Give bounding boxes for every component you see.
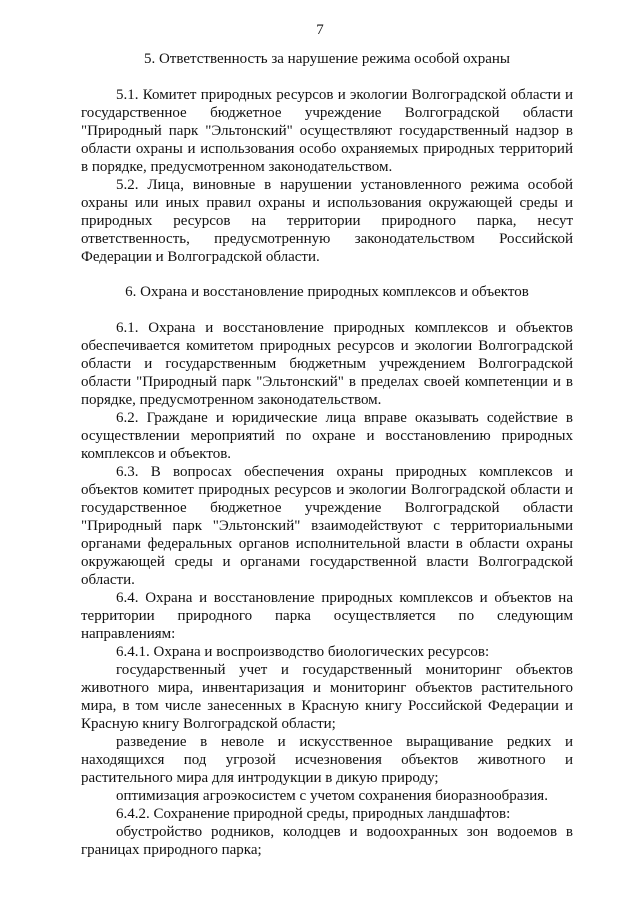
paragraph: 6.4.1. Охрана и воспроизводство биологических ресурсов: bbox=[116, 644, 490, 660]
paragraph: 5.1. Комитет природных ресурсов и экологии Волгоградской области и государственное бюджетное учреждение Волгоградской области "Природный парк "Эльтонский" осуществляют государственный надзор в области охраны и использования особо охраняемых природных территорий в порядке, предусмотренном законодательством. bbox=[81, 87, 573, 175]
paragraph: 6.3. В вопросах обеспечения охраны природных комплексов и объектов комитет природных ресурсов и экологии Волгоградской области и государственное бюджетное учреждение Волгоградской области "Природный парк "Эльтонский" взаимодействуют с территориальными органами федеральных органов исполнительной власти в области охраны окружающей среды и органами государственной власти Волгоградской области. bbox=[81, 464, 573, 588]
paragraph: оптимизация агроэкосистем с учетом сохранения биоразнообразия. bbox=[116, 788, 548, 804]
paragraph: разведение в неволе и искусственное выращивание редких и находящихся под угрозой исчезновения объектов животного и растительного мира для интродукции в дикую природу; bbox=[81, 734, 573, 786]
paragraph: обустройство родников, колодцев и водоохранных зон водоемов в границах природного парка; bbox=[81, 824, 573, 858]
paragraph: государственный учет и государственный мониторинг объектов животного мира, инвентаризация и мониторинг объектов растительного мира, в том числе занесенных в Красную книгу Российской Федерации и Красную книгу Волгоградской области; bbox=[81, 662, 573, 732]
paragraph: 6.2. Граждане и юридические лица вправе оказывать содействие в осуществлении мероприятий по охране и восстановлению природных комплексов и объектов. bbox=[81, 410, 573, 462]
page-number: 7 bbox=[316, 22, 324, 38]
section-heading: 5. Ответственность за нарушение режима особой охраны bbox=[143, 51, 511, 67]
paragraph: 6.1. Охрана и восстановление природных комплексов и объектов обеспечивается комитетом природных ресурсов и экологии Волгоградской области и государственным бюджетным учреждением Волгоградской области "Природный парк "Эльтонский" в пределах своей компетенции и в порядке, предусмотренном законодательством. bbox=[81, 320, 573, 408]
section-heading: 6. Охрана и восстановление природных комплексов и объектов bbox=[125, 284, 529, 300]
paragraph: 6.4. Охрана и восстановление природных комплексов и объектов на территории природного парка осуществляется по следующим направлениям: bbox=[81, 590, 573, 642]
paragraph: 6.4.2. Сохранение природной среды, природных ландшафтов: bbox=[116, 806, 511, 822]
document-body bbox=[81, 50, 573, 859]
paragraph: 5.2. Лица, виновные в нарушении установленного режима особой охраны или иных правил охраны и использования окружающей среды и природных ресурсов на территории природного парка, несут ответственность, предусмотренную законодательством Российской Федерации и Волгоградской области. bbox=[81, 177, 573, 265]
